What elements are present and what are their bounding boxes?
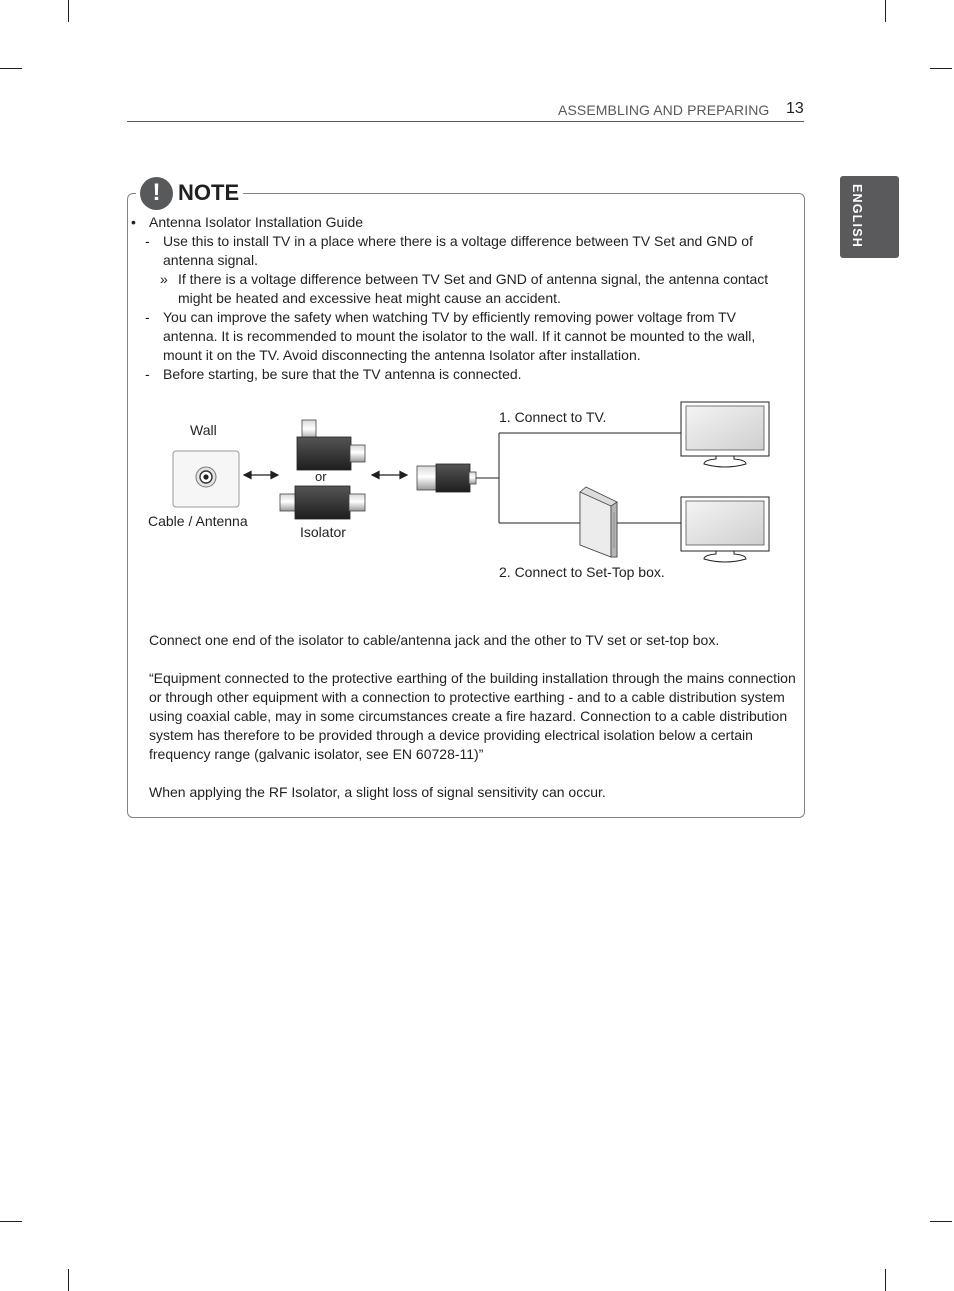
tv-icon (681, 402, 769, 467)
equipment-paragraph-line: using coaxial cable, may in some circumstances create a fire hazard. Connection to a cable distribution (149, 708, 788, 724)
angled-isolator-icon (297, 420, 365, 470)
equipment-paragraph-line: frequency range (galvanic isolator, see EN 60728-11)” (149, 746, 484, 762)
cable-lines (476, 433, 682, 523)
sub-item-line: If there is a voltage difference between TV Set and GND of antenna signal, the antenna contact (178, 271, 769, 287)
equipment-paragraph-line: system has therefore to be provided through a device providing electrical isolation below a certain (149, 727, 753, 743)
list-item-line: Use this to install TV in a place where there is a voltage difference between TV Set and GND of (163, 233, 753, 249)
crop-mark (68, 1269, 69, 1291)
page-number: 13 (786, 100, 804, 117)
bullet-heading: Antenna Isolator Installation Guide (149, 214, 364, 230)
connect-stb-label: 2. Connect to Set-Top box. (499, 564, 665, 580)
dash-marker: - (145, 233, 150, 249)
sub-marker: » (160, 271, 168, 287)
equipment-paragraph-line: “Equipment connected to the protective earthing of the building installation through the mains connection (149, 670, 796, 686)
list-item-line: mount it on the TV. Avoid disconnecting the antenna Isolator after installation. (163, 347, 641, 363)
connect-tv-label: 1. Connect to TV. (499, 409, 607, 425)
wall-outlet-icon (173, 451, 239, 507)
crop-mark (885, 1269, 886, 1291)
list-item-line: antenna. It is recommended to mount the isolator to the wall. If it cannot be mounted to the wall, (163, 328, 756, 344)
cable-antenna-label: Cable / Antenna (148, 513, 248, 529)
dash-marker: - (145, 309, 150, 325)
note-title: NOTE (178, 180, 240, 205)
tv-icon (681, 497, 769, 562)
coax-connector-icon (417, 464, 476, 492)
equipment-paragraph-line: or through other equipment with a connection to protective earthing - and to a cable distribution system (149, 689, 785, 705)
rf-isolator-paragraph: When applying the RF Isolator, a slight loss of signal sensitivity can occur. (149, 784, 606, 800)
double-arrow-icon (372, 472, 407, 479)
set-top-box-icon (580, 487, 617, 557)
crop-mark (0, 1221, 22, 1222)
or-label: or (315, 469, 327, 484)
list-item-line: antenna signal. (163, 252, 258, 268)
exclamation-icon: ! (140, 177, 173, 210)
isolator-label: Isolator (300, 524, 346, 540)
wall-label: Wall (190, 422, 217, 438)
sub-item-line: might be heated and excessive heat might cause an accident. (178, 290, 561, 306)
list-item-line: You can improve the safety when watching TV by efficiently removing power voltage from TV (163, 309, 737, 325)
crop-mark (930, 1221, 952, 1222)
isolator-diagram (0, 0, 954, 600)
bullet-icon: • (131, 214, 136, 230)
straight-isolator-icon (280, 486, 365, 519)
section-title: ASSEMBLING AND PREPARING (558, 102, 770, 118)
connect-paragraph: Connect one end of the isolator to cable/antenna jack and the other to TV set or set-top box. (149, 632, 720, 648)
dash-marker: - (145, 366, 150, 382)
double-arrow-icon (244, 472, 278, 479)
list-item-line: Before starting, be sure that the TV antenna is connected. (163, 366, 522, 382)
language-tab-label: ENGLISH (850, 184, 864, 248)
